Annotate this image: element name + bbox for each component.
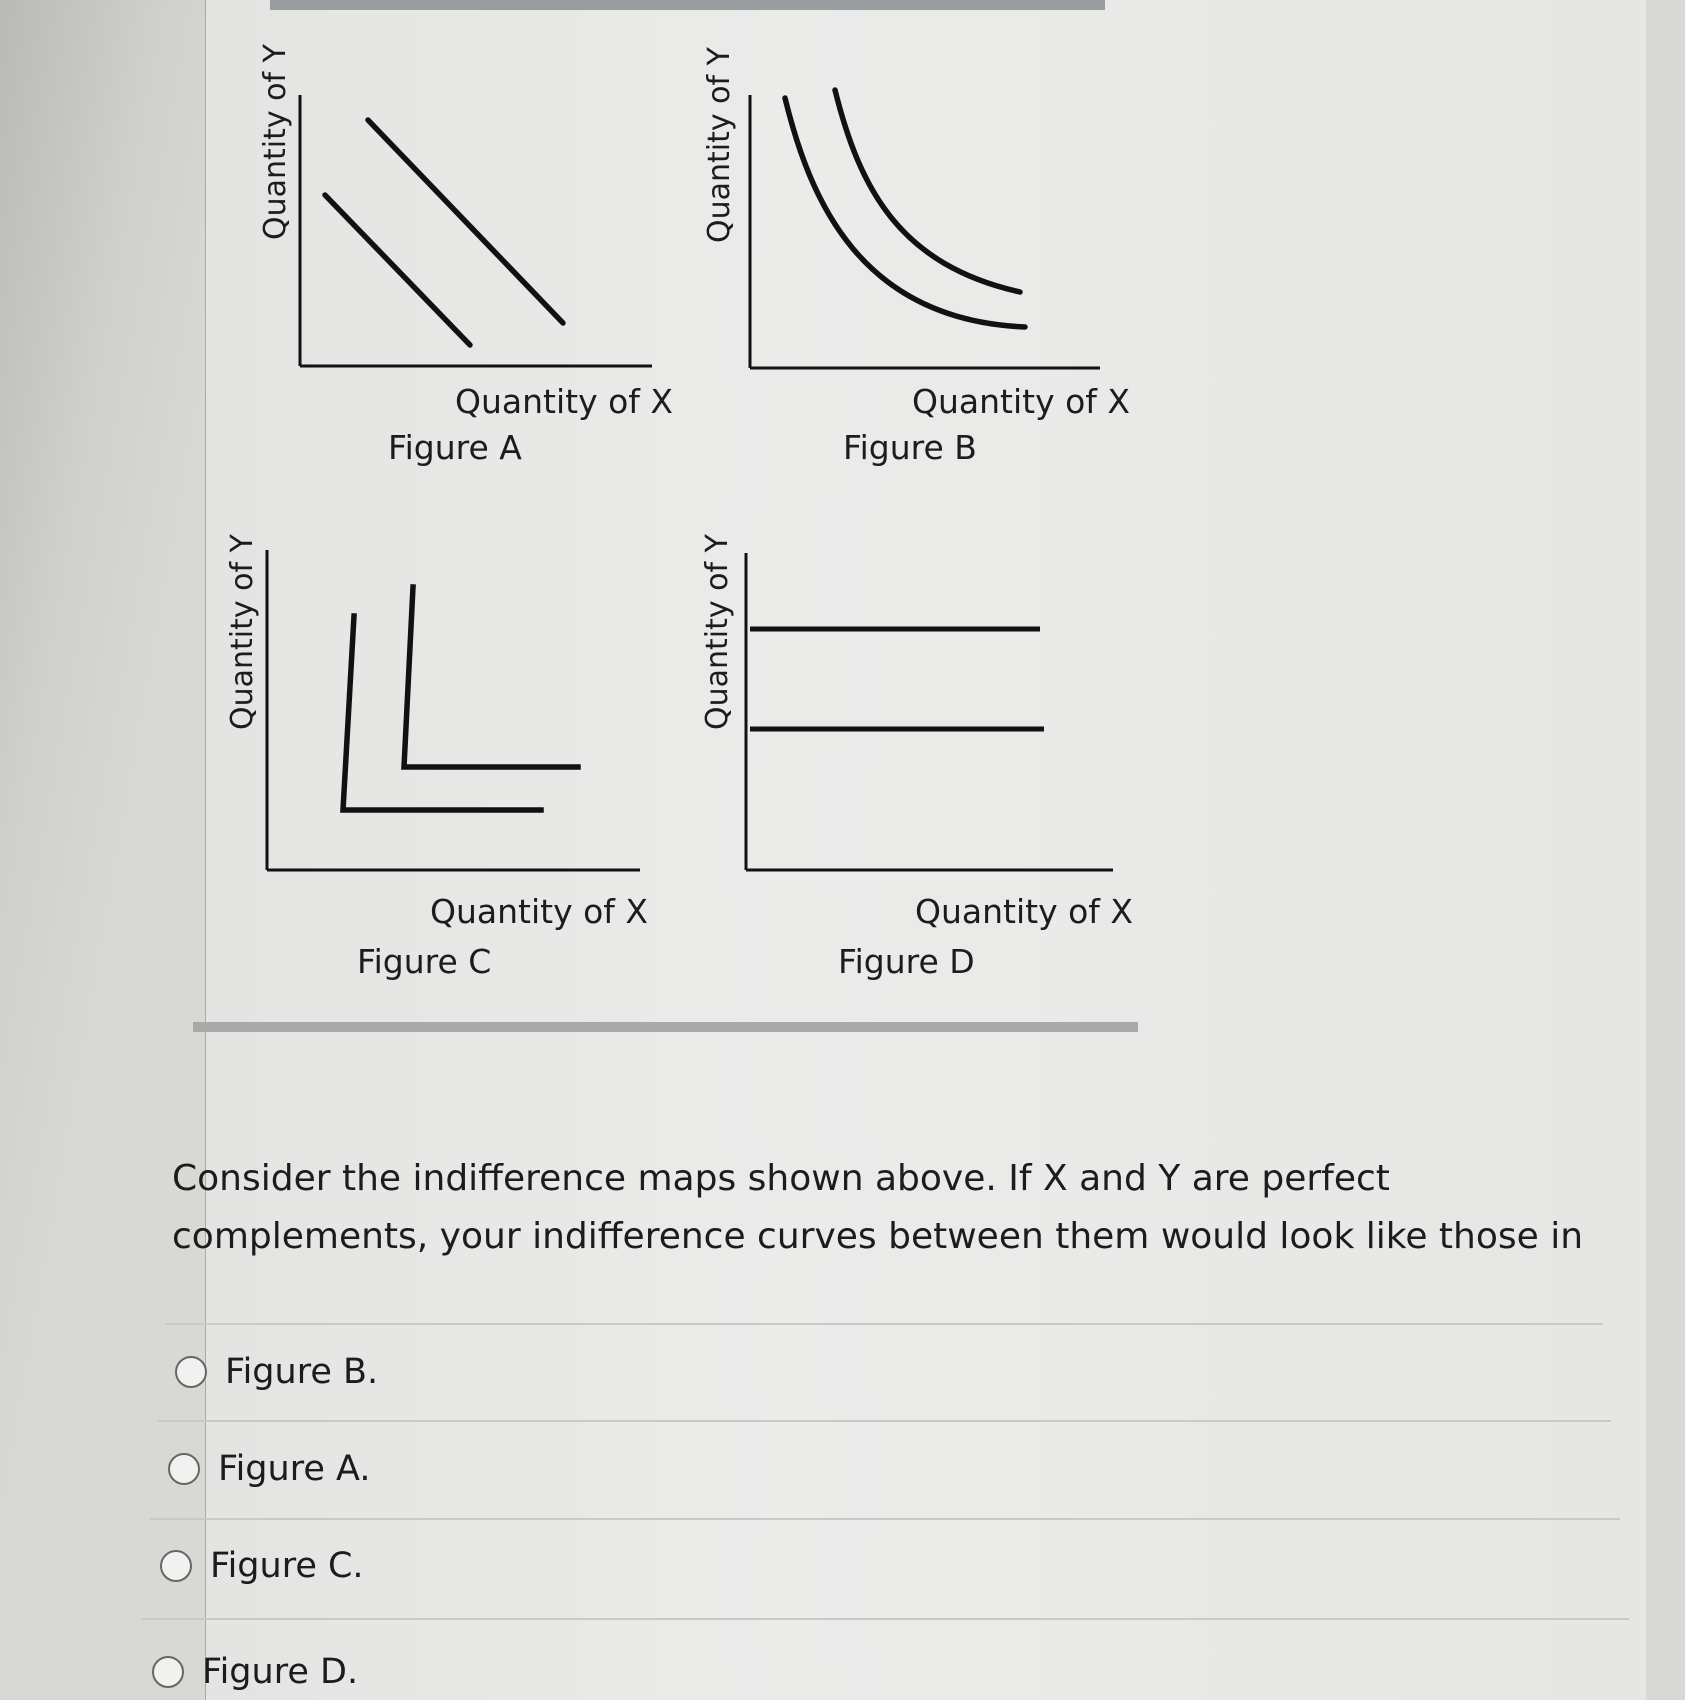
radio-button[interactable]	[160, 1550, 192, 1582]
option-label: Figure B.	[225, 1352, 379, 1392]
figure-b-x-axis-label: Quantity of X	[912, 382, 1130, 421]
card-top-bar	[270, 0, 1105, 10]
figure-d-caption: Figure D	[838, 942, 975, 981]
radio-button[interactable]	[152, 1656, 184, 1688]
figure-b-y-axis-label: Quantity of Y	[702, 47, 737, 243]
option-figure-b[interactable]	[175, 1352, 378, 1392]
figure-c-x-axis-label: Quantity of X	[430, 892, 648, 931]
question-card	[205, 0, 1646, 1700]
option-label: Figure D.	[202, 1652, 359, 1692]
option-separator	[165, 1323, 1603, 1325]
figure-a-x-axis-label: Quantity of X	[455, 382, 673, 421]
figure-c-caption: Figure C	[357, 942, 492, 981]
option-figure-c[interactable]	[160, 1546, 364, 1586]
figure-a-y-axis-label: Quantity of Y	[258, 44, 293, 240]
figure-d-y-axis-label: Quantity of Y	[700, 534, 735, 730]
radio-button[interactable]	[175, 1356, 207, 1388]
figure-d-x-axis-label: Quantity of X	[915, 892, 1133, 931]
figure-a-caption: Figure A	[388, 428, 522, 467]
option-figure-d[interactable]	[152, 1652, 358, 1692]
figure-b-caption: Figure B	[843, 428, 977, 467]
option-figure-a[interactable]	[168, 1449, 370, 1489]
figure-c-y-axis-label: Quantity of Y	[225, 534, 260, 730]
option-label: Figure C.	[210, 1546, 364, 1586]
radio-button[interactable]	[168, 1453, 200, 1485]
figure-divider	[193, 1022, 1138, 1032]
option-label: Figure A.	[218, 1449, 371, 1489]
option-separator	[142, 1618, 1629, 1620]
option-separator	[158, 1420, 1611, 1422]
option-separator	[150, 1518, 1620, 1520]
question-text: Consider the indifference maps shown above. If X and Y are perfect complements, your indifference curves between them would look like those in	[172, 1158, 1584, 1257]
